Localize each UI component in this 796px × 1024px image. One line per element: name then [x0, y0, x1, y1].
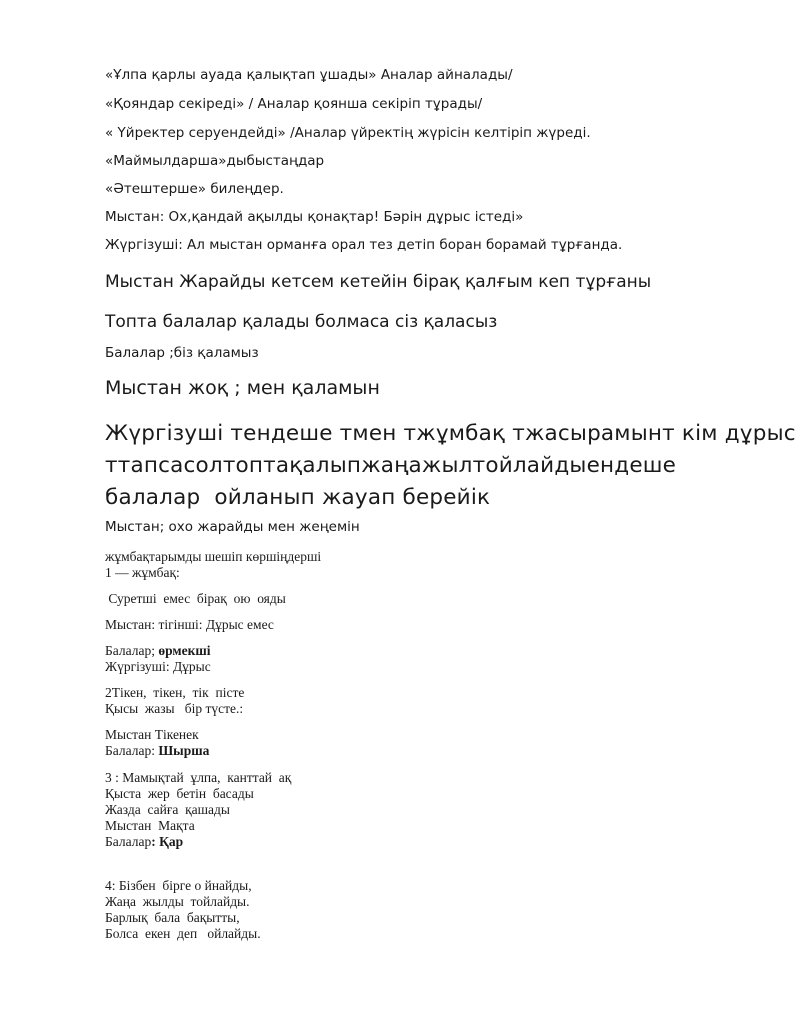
text-line: «Маймылдарша»дыбыстаңдар: [105, 153, 325, 169]
text-line: «Қояндар секіреді» / Аналар қоянша секіріп тұрады/: [105, 96, 483, 112]
text-line: Балалар ;біз қаламыз: [105, 345, 259, 361]
word: тойлайды: [472, 453, 587, 478]
text-line-serif: жұмбақтарымды шешіп көршіңдерші: [105, 549, 322, 564]
text-line-serif: Мыстан Тікенек: [105, 727, 199, 742]
word: ттапса: [105, 453, 184, 478]
text-line-serif: [105, 834, 183, 850]
answer-bold: Шырша: [158, 743, 210, 758]
text-line: «Ұлпа қарлы ауада қалықтап ұшады» Аналар айналады/: [105, 67, 513, 83]
text-line-serif: Жүргізуші: Дұрыс: [105, 659, 211, 674]
word: топта: [222, 453, 290, 478]
text-line-justified: [105, 453, 677, 478]
word: сол: [183, 453, 223, 478]
word: ендеше: [586, 453, 677, 478]
answer-bold: : Қар: [151, 834, 184, 849]
text-line-serif: [105, 643, 211, 659]
text-line-heading: Жүргізуші тендеше тмен тжұмбақ тжасырамынт кім дұрыс: [105, 421, 796, 446]
text-line-serif: [105, 743, 209, 759]
word: жыл: [421, 453, 473, 478]
text-line: Жүргізуші: Ал мыстан орманға орал тез детіп боран борамай тұрғанда.: [105, 237, 623, 253]
text-line-serif: Барлық бала бақытты,: [105, 910, 240, 925]
text-line-serif: Суретші емес бірақ ою ояды: [105, 591, 286, 606]
text-line-serif: 1 — жұмбақ:: [105, 565, 180, 580]
text-line-serif: Мыстан: тігінші: Дұрыс емес: [105, 617, 274, 632]
text-line-serif: 4: Бізбен бірге о йнайды,: [105, 878, 252, 893]
text-line: «Әтештерше» билеңдер.: [105, 181, 284, 197]
text-line-serif: Жазда сайға қашады: [105, 802, 230, 817]
word: жаңа: [361, 453, 422, 478]
text-line-serif: Болса екен деп ойлайды.: [105, 926, 261, 941]
text-line-serif: Жаңа жылды тойлайды.: [105, 894, 250, 909]
text-line-serif: Мыстан Мақта: [105, 818, 195, 833]
speaker-label: Балалар;: [105, 643, 159, 658]
word: қалып: [289, 453, 362, 478]
speaker-label: Балалар: [105, 834, 152, 849]
text-line-large: Мыстан Жарайды кетсем кетейін бірақ қалғым кеп тұрғаны: [105, 272, 652, 292]
answer-bold: өрмекші: [158, 643, 211, 658]
text-line-serif: 2Тікен, тікен, тік пісте: [105, 685, 245, 700]
speaker-label: Балалар:: [105, 743, 159, 758]
text-line: Мыстан; охо жарайды мен жеңемін: [105, 519, 360, 535]
text-line: « Үйректер серуендейді» /Аналар үйректің жүрісін келтіріп жүреді.: [105, 125, 591, 141]
text-line-serif: 3 : Мамықтай ұлпа, канттай ақ: [105, 770, 292, 785]
text-line-heading: балалар ойланып жауап берейік: [105, 485, 491, 510]
text-line: Мыстан: Ох,қандай ақылды қонақтар! Бәрін дұрыс істеді»: [105, 209, 524, 225]
text-line-serif: Қыста жер бетін басады: [105, 786, 254, 801]
text-line-large: Топта балалар қалады болмаса сіз қаласыз: [105, 312, 498, 332]
text-line-serif: Қысы жазы бір түсте.:: [105, 701, 244, 716]
text-line-xlarge: Мыстан жоқ ; мен қаламын: [105, 377, 380, 399]
